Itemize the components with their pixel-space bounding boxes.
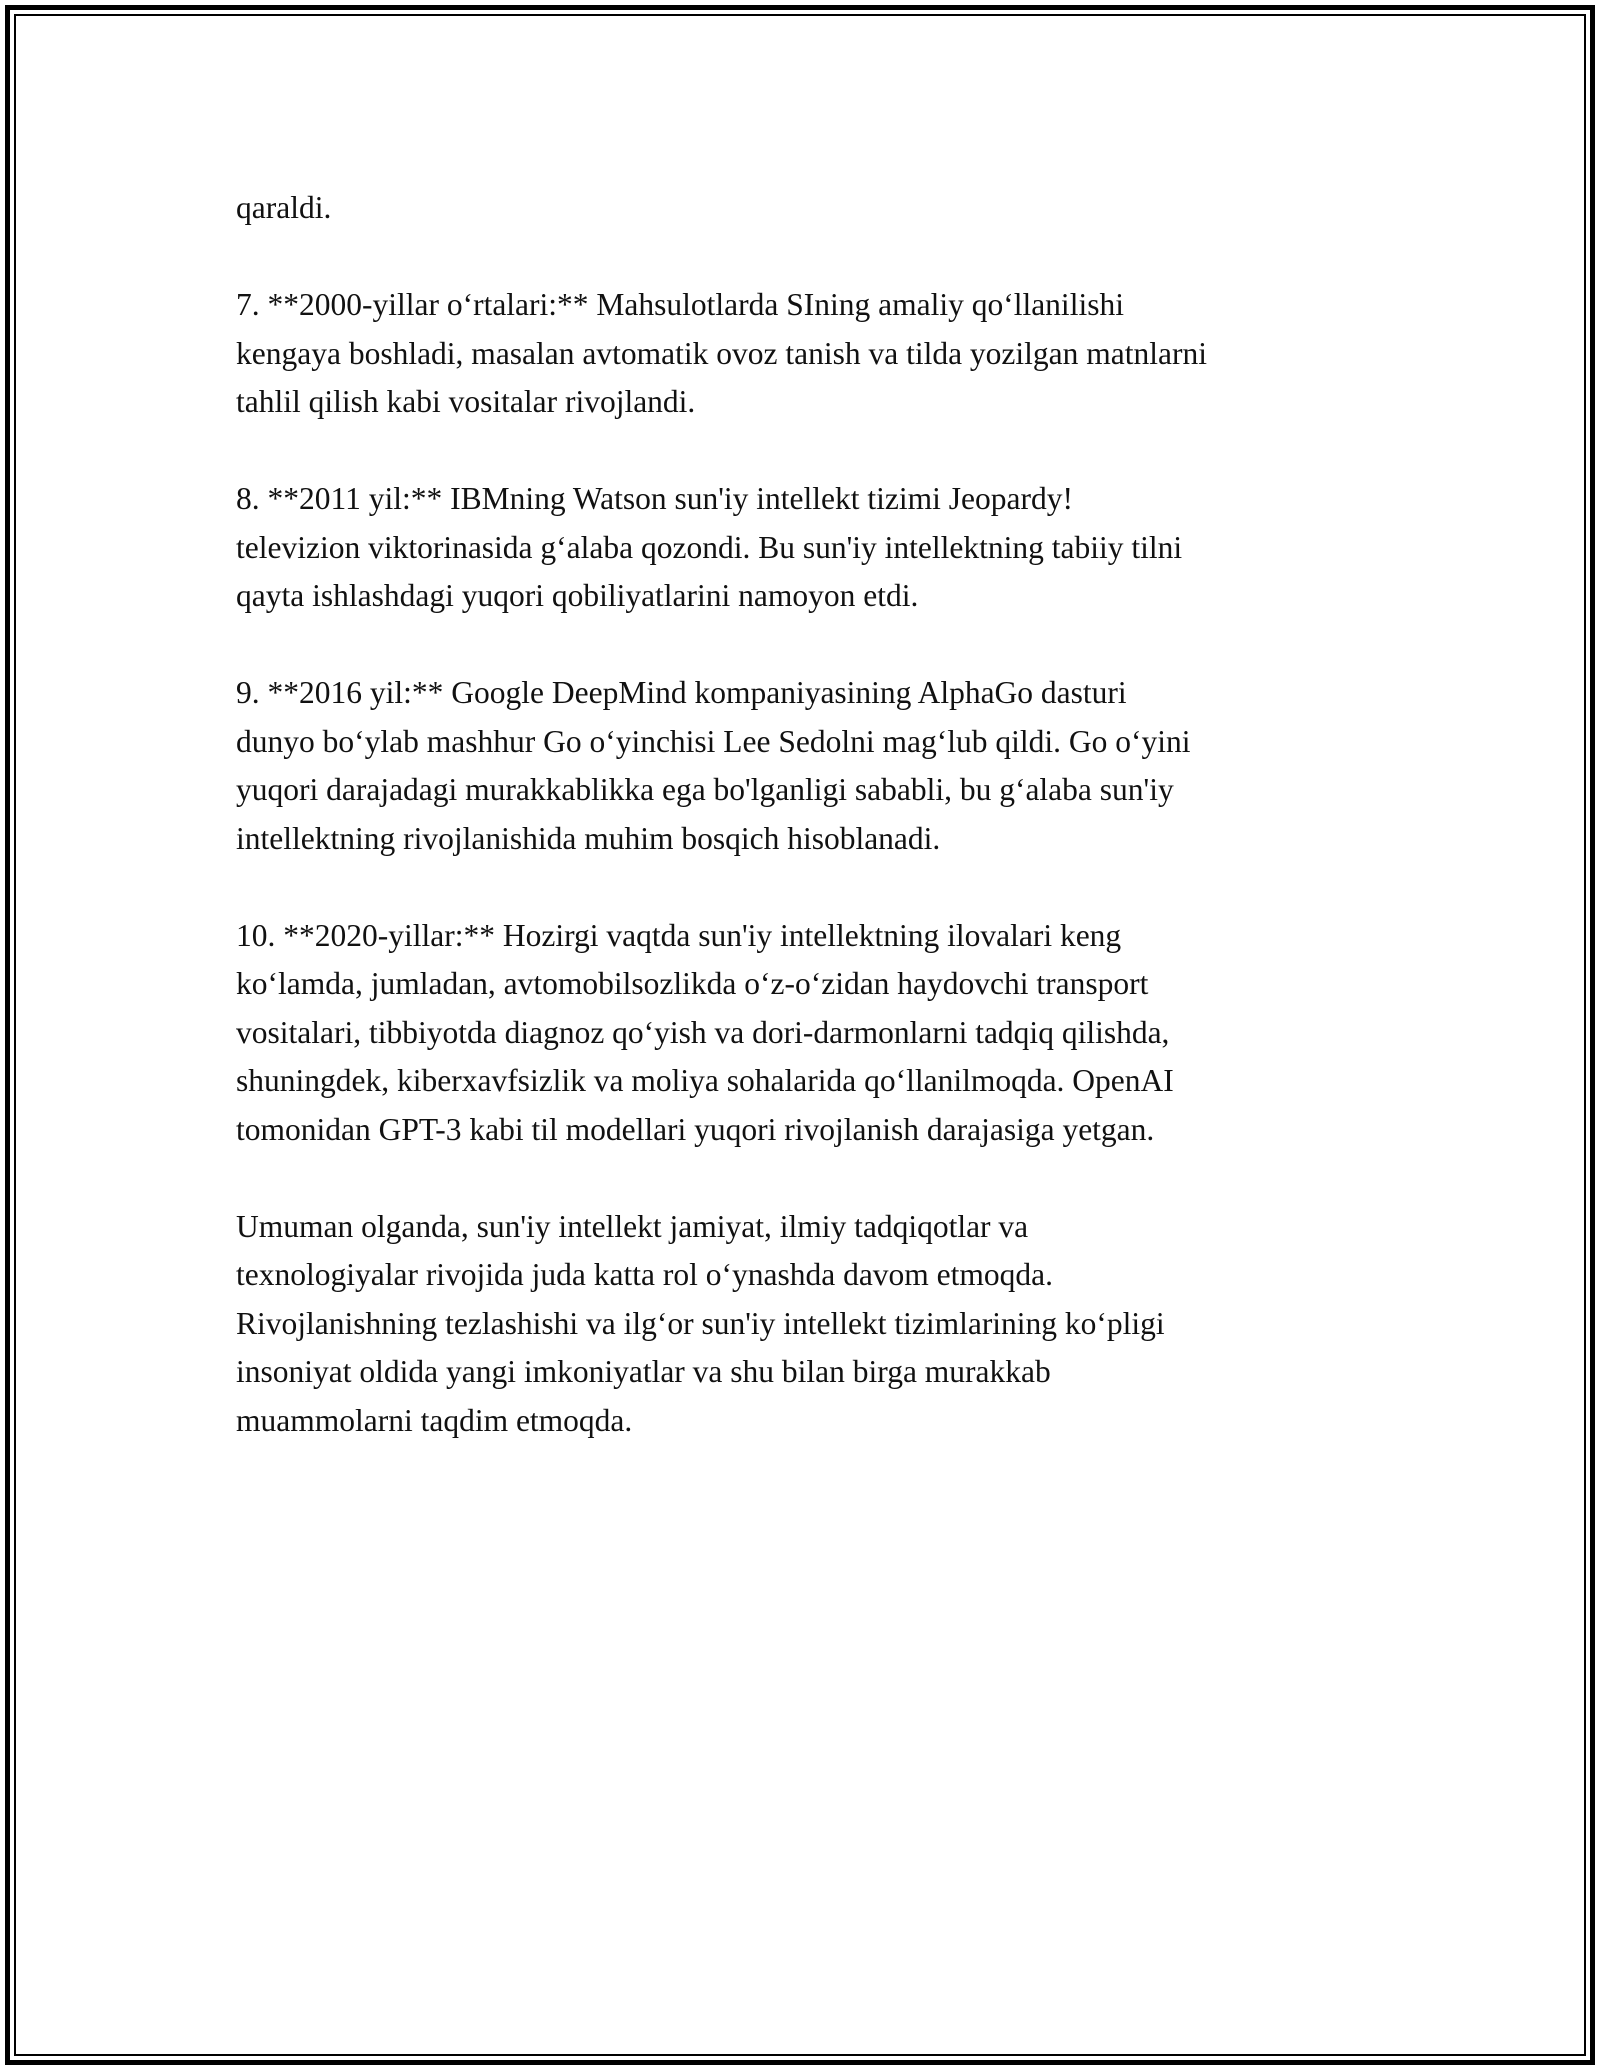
list-item-8: 8. **2011 yil:** IBMning Watson sun'iy intellekt tizimi Jeopardy! televizion viktorinasida g‘alaba qozondi. Bu sun'iy intellektning tabiiy tilni qayta ishlashdagi yuqori qobiliyatlarini namoyon etdi.	[236, 481, 1183, 613]
document-body	[236, 184, 1386, 1494]
list-item-9: 9. **2016 yil:** Google DeepMind kompaniyasining AlphaGo dasturi dunyo bo‘ylab mashhur Go o‘yinchisi Lee Sedolni mag‘lub qildi. Go o‘yini yuqori darajadagi murakkablikka ega bo'lganligi sababli, bu g‘alaba sun'iy intellektning rivojlanishida muhim bosqich hisoblanadi.	[236, 675, 1191, 856]
list-item-7: 7. **2000-yillar o‘rtalari:** Mahsulotlarda SIning amaliy qo‘llanilishi kengaya boshladi, masalan avtomatik ovoz tanish va tilda yozilgan matnlarni tahlil qilish kabi vositalar rivojlandi.	[236, 287, 1207, 419]
conclusion-paragraph: Umuman olganda, sun'iy intellekt jamiyat, ilmiy tadqiqotlar va texnologiyalar rivojida juda katta rol o‘ynashda davom etmoqda. Rivojlanishning tezlashishi va ilg‘or sun'iy intellekt tizimlarining ko‘pligi insoniyat oldida yangi imkoniyatlar va shu bilan birga murakkab muammolarni taqdim etmoqda.	[236, 1208, 1165, 1438]
list-item-10: 10. **2020-yillar:** Hozirgi vaqtda sun'iy intellektning ilovalari keng ko‘lamda, jumladan, avtomobilsozlikda o‘z-o‘zidan haydovchi transport vositalari, tibbiyotda diagnoz qo‘yish va dori-darmonlarni tadqiq qilishda, shuningdek, kiberxavfsizlik va moliya sohalarida qo‘llanilmoqda. OpenAI tomonidan GPT-3 kabi til modellari yuqori rivojlanish darajasiga yetgan.	[236, 917, 1174, 1147]
paragraph-continuation: qaraldi.	[236, 190, 332, 225]
